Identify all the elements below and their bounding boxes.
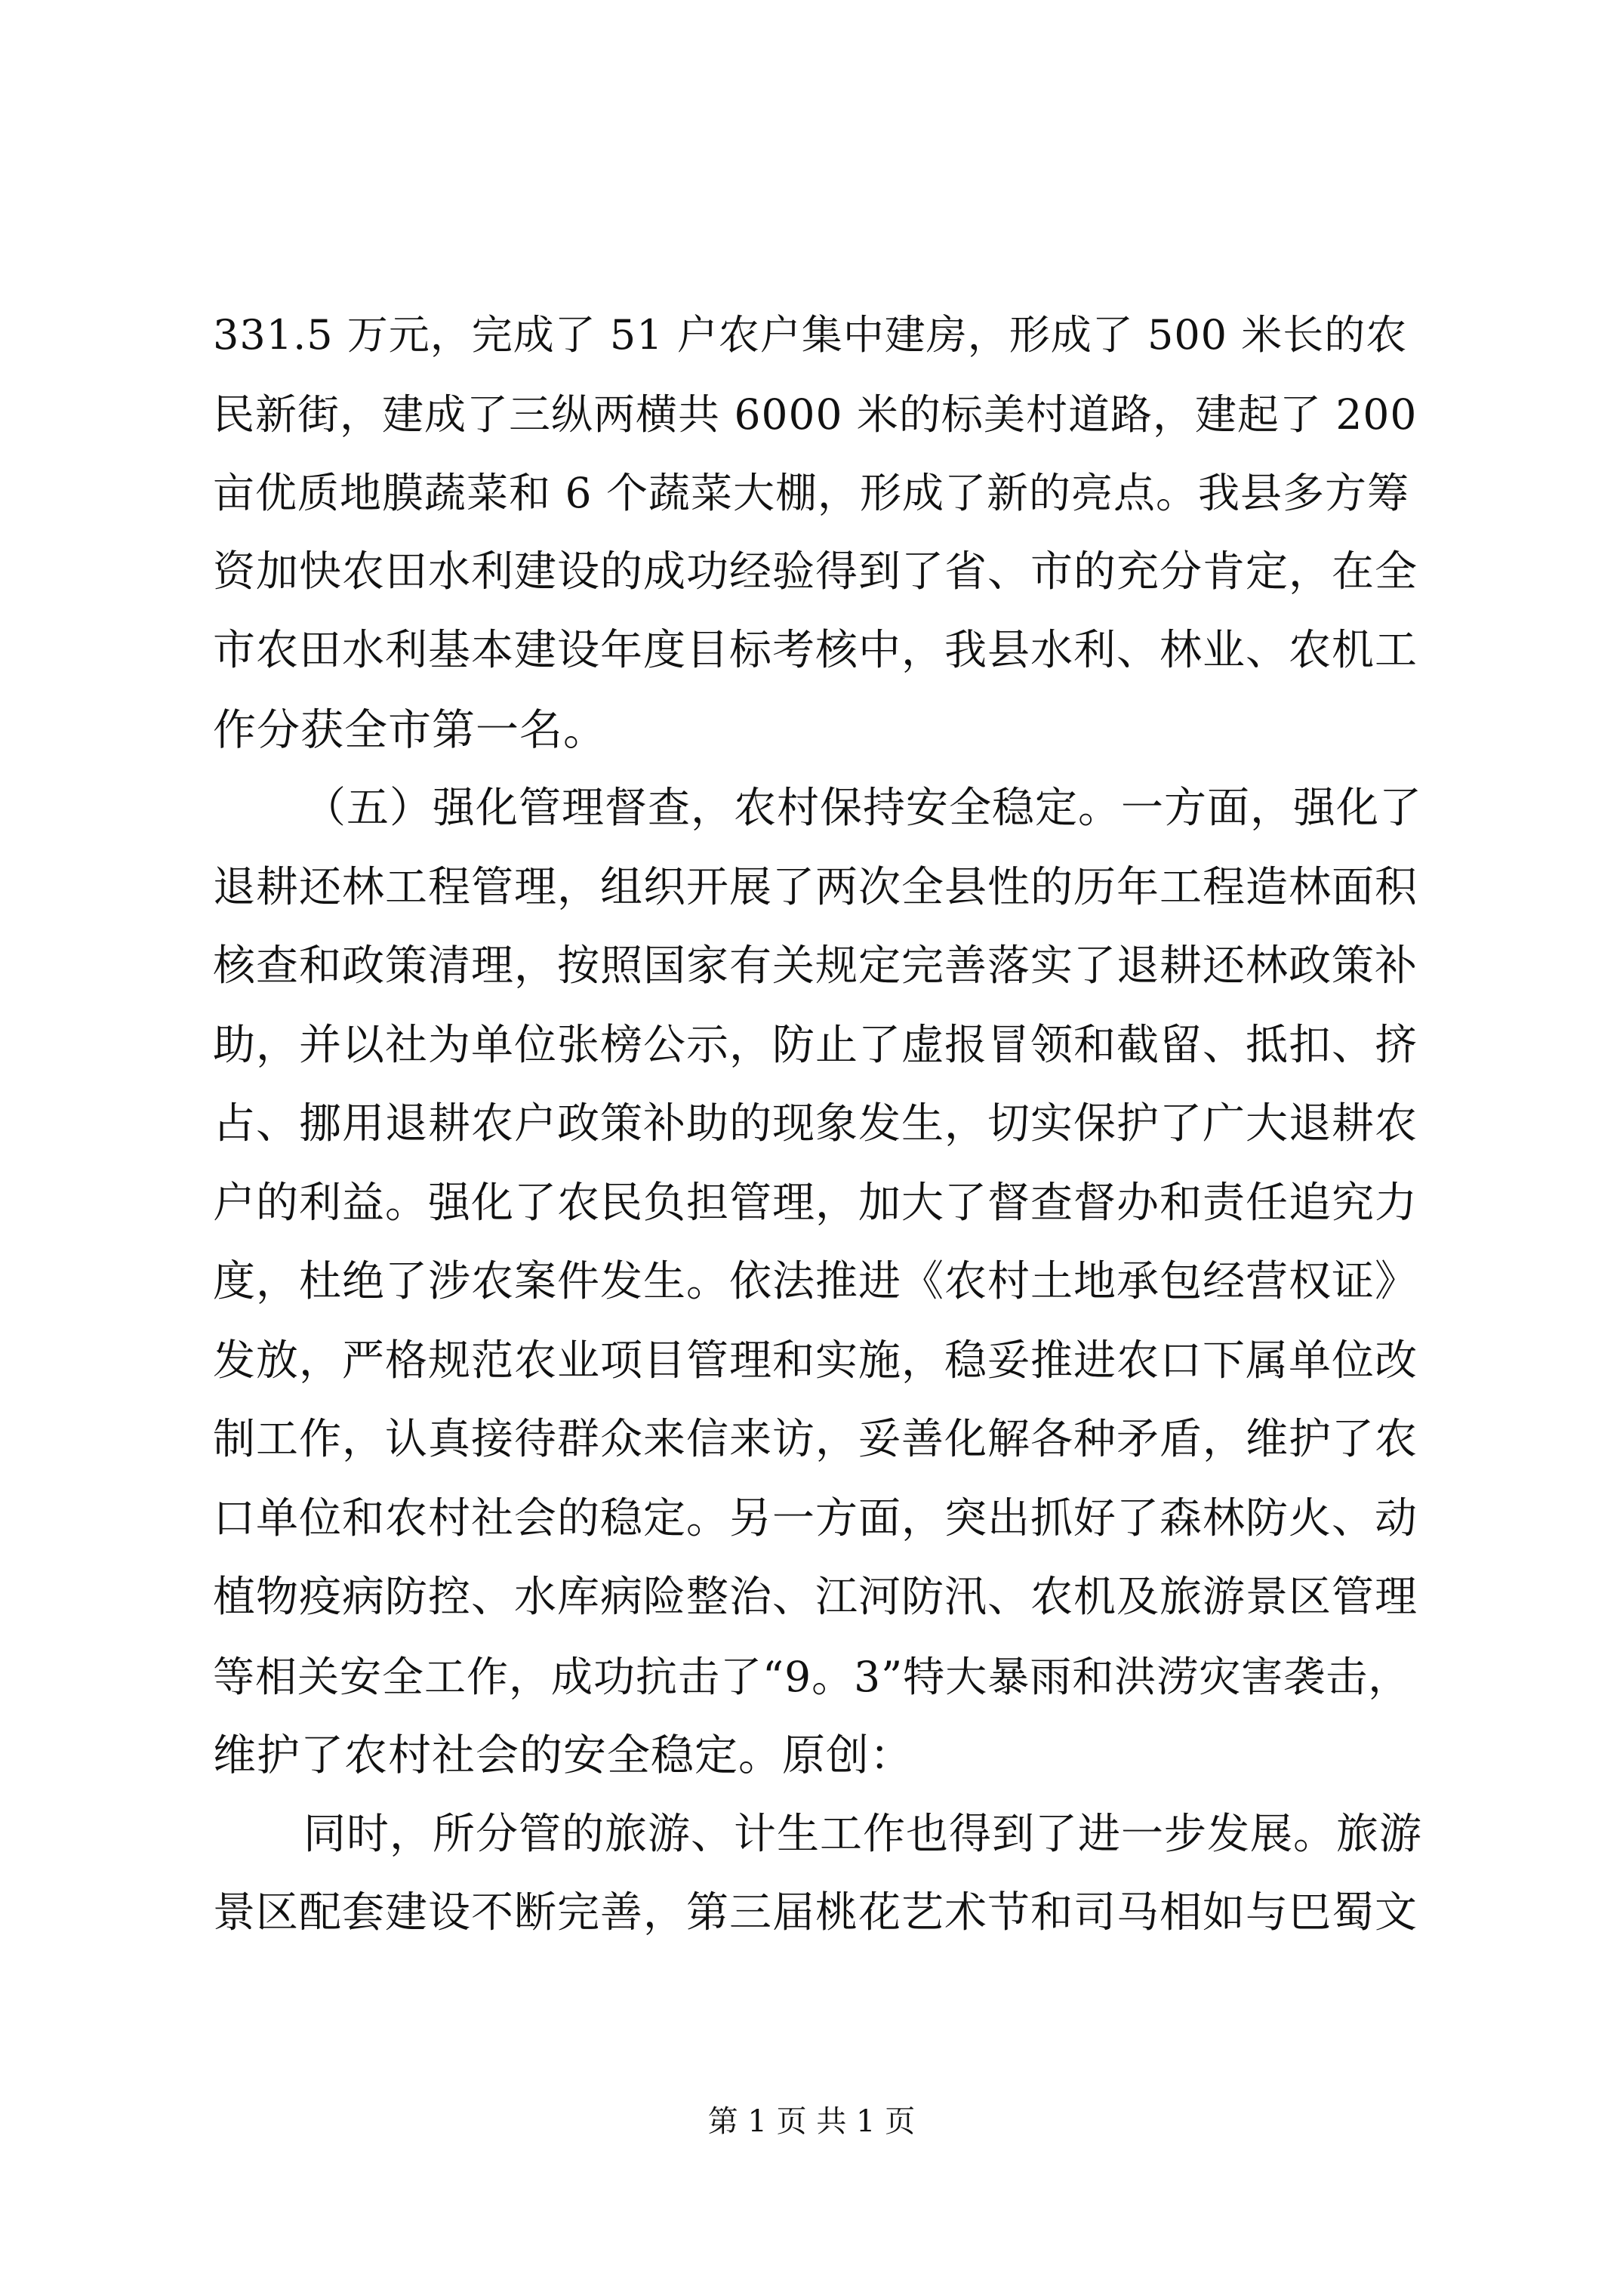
text-line: 口单位和农村社会的稳定。另一方面，突出抓好了森林防火、动 [213, 1493, 1418, 1543]
text-line: 等相关安全工作，成功抗击了“9。3”特大暴雨和洪涝灾害袭击， [213, 1652, 1411, 1701]
text-line: 资加快农田水利建设的成功经验得到了省、市的充分肯定，在全 [213, 547, 1418, 596]
text-line: 户的利益。强化了农民负担管理，加大了督查督办和责任追究力 [213, 1178, 1418, 1228]
text-line: 占、挪用退耕农户政策补助的现象发生，切实保护了广大退耕农 [213, 1099, 1418, 1148]
text-line: 维护了农村社会的安全稳定。原创： [213, 1730, 913, 1780]
text-line: 同时，所分管的旅游、计生工作也得到了进一步发展。旅游 [303, 1809, 1422, 1859]
text-line: 331.5 万元，完成了 51 户农户集中建房，形成了 500 米长的农 [213, 311, 1408, 359]
text-line: 民新街，建成了三纵两横共 6000 米的标美村道路，建起了 200 [213, 390, 1418, 439]
text-line: 发放，严格规范农业项目管理和实施，稳妥推进农口下属单位改 [213, 1336, 1418, 1385]
text-line: 助，并以社为单位张榜公示，防止了虚报冒领和截留、抵扣、挤 [213, 1020, 1418, 1070]
text-line: 景区配套建设不断完善，第三届桃花艺术节和司马相如与巴蜀文 [213, 1888, 1418, 1937]
text-line: 退耕还林工程管理，组织开展了两次全县性的历年工程造林面积 [213, 862, 1418, 912]
page-number-label: 第 1 页 共 1 页 [707, 2104, 916, 2139]
text-line: 核查和政策清理，按照国家有关规定完善落实了退耕还林政策补 [213, 942, 1418, 991]
text-line: 作分获全市第一名。 [213, 704, 607, 755]
text-line: 度，杜绝了涉农案件发生。依法推进《农村土地承包经营权证》 [213, 1257, 1418, 1306]
text-line: 制工作，认真接待群众来信来访，妥善化解各种矛盾，维护了农 [213, 1415, 1418, 1464]
text-line: 植物疫病防控、水库病险整治、江河防汛、农机及旅游景区管理 [213, 1573, 1418, 1622]
text-line: （五）强化管理督查，农村保持安全稳定。一方面，强化了 [303, 784, 1422, 833]
body-text [213, 296, 1428, 1953]
text-line: 亩优质地膜蔬菜和 6 个蔬菜大棚，形成了新的亮点。我县多方筹 [213, 469, 1409, 517]
text-line: 市农田水利基本建设年度目标考核中，我县水利、林业、农机工 [213, 626, 1418, 675]
page-footer [0, 2099, 1623, 2144]
